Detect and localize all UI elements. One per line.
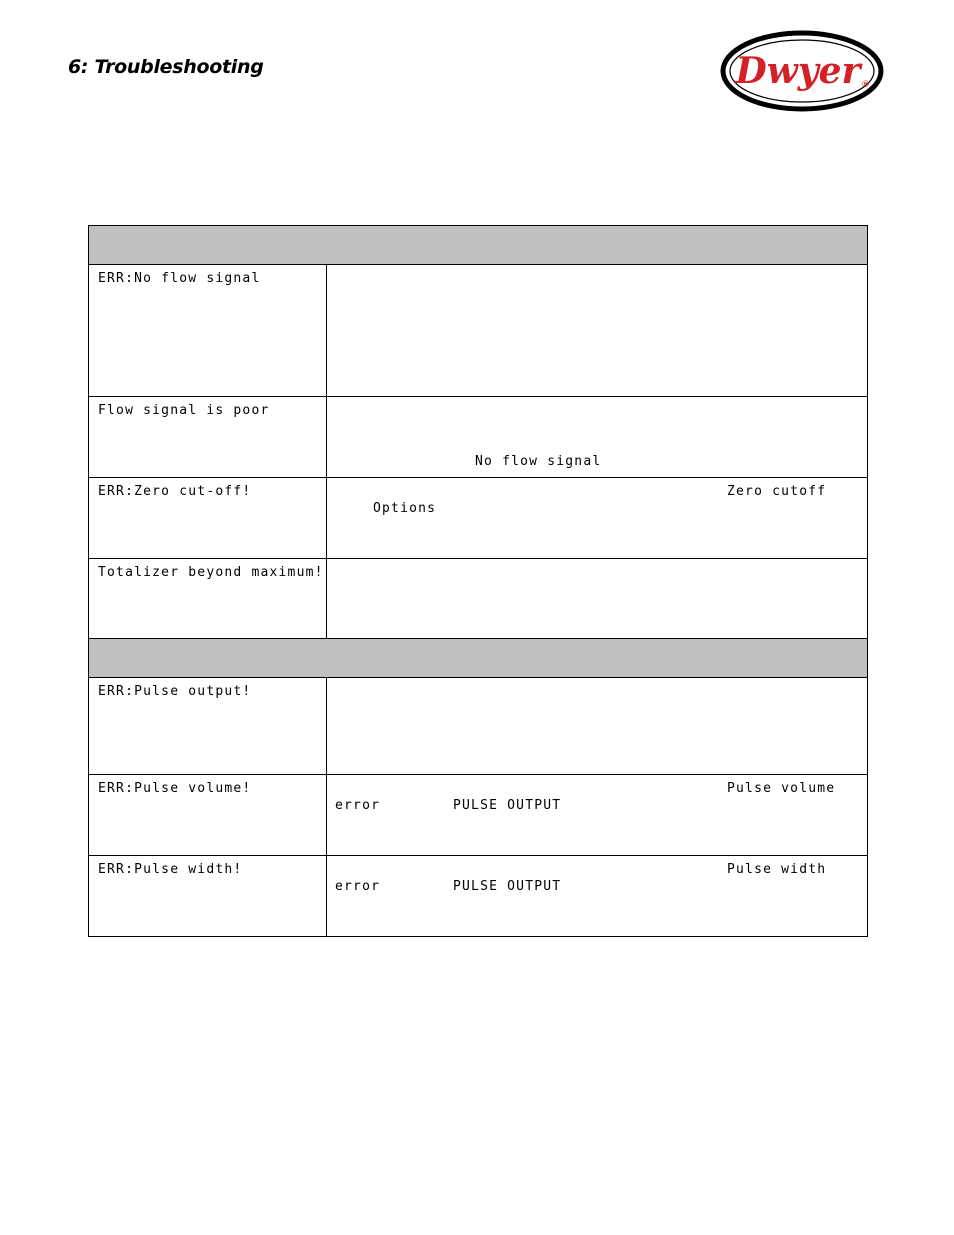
- group-header-row: [89, 639, 868, 678]
- dwyer-logo: [718, 28, 886, 114]
- table-row: [89, 265, 868, 397]
- message-cell: [89, 265, 327, 397]
- table-row: [89, 856, 868, 937]
- message-cell: [89, 775, 327, 856]
- table-row: [89, 478, 868, 559]
- message-cell: [89, 856, 327, 937]
- troubleshooting-table: [88, 225, 868, 937]
- inline-code-text: Options: [373, 501, 437, 516]
- inline-code-text: PULSE OUTPUT: [453, 879, 562, 894]
- error-message: ERR:Zero cut-off!: [98, 484, 252, 499]
- group-header-row: [89, 226, 868, 265]
- message-cell: [89, 678, 327, 775]
- inline-code-text: PULSE OUTPUT: [453, 798, 562, 813]
- inline-code-text: error: [335, 879, 381, 894]
- error-message: Flow signal is poor: [98, 403, 270, 418]
- error-message: ERR:No flow signal: [98, 271, 261, 286]
- inline-code-text: Pulse volume: [727, 781, 836, 796]
- group-header-cell: [89, 639, 868, 678]
- table-row: [89, 397, 868, 478]
- error-message: Totalizer beyond maximum!: [98, 565, 324, 580]
- action-cell: [327, 559, 868, 639]
- action-cell: [327, 856, 868, 937]
- message-cell: [89, 559, 327, 639]
- logo-wordmark: Dwyer: [735, 50, 861, 92]
- message-cell: [89, 397, 327, 478]
- error-message: ERR:Pulse output!: [98, 684, 252, 699]
- registered-mark: ®: [861, 80, 870, 90]
- inline-code-text: error: [335, 798, 381, 813]
- table-row: [89, 775, 868, 856]
- action-cell: [327, 775, 868, 856]
- inline-code-text: Zero cutoff: [727, 484, 827, 499]
- action-cell: [327, 678, 868, 775]
- action-cell: [327, 478, 868, 559]
- message-cell: [89, 478, 327, 559]
- group-header-cell: [89, 226, 868, 265]
- error-message: ERR:Pulse volume!: [98, 781, 252, 796]
- table-row: [89, 678, 868, 775]
- action-cell: [327, 265, 868, 397]
- inline-code-text: Pulse width: [727, 862, 827, 877]
- action-cell: [327, 397, 868, 478]
- error-message: ERR:Pulse width!: [98, 862, 243, 877]
- inline-code-text: No flow signal: [475, 454, 602, 469]
- table-row: [89, 559, 868, 639]
- section-title: 6: Troubleshooting: [68, 56, 264, 78]
